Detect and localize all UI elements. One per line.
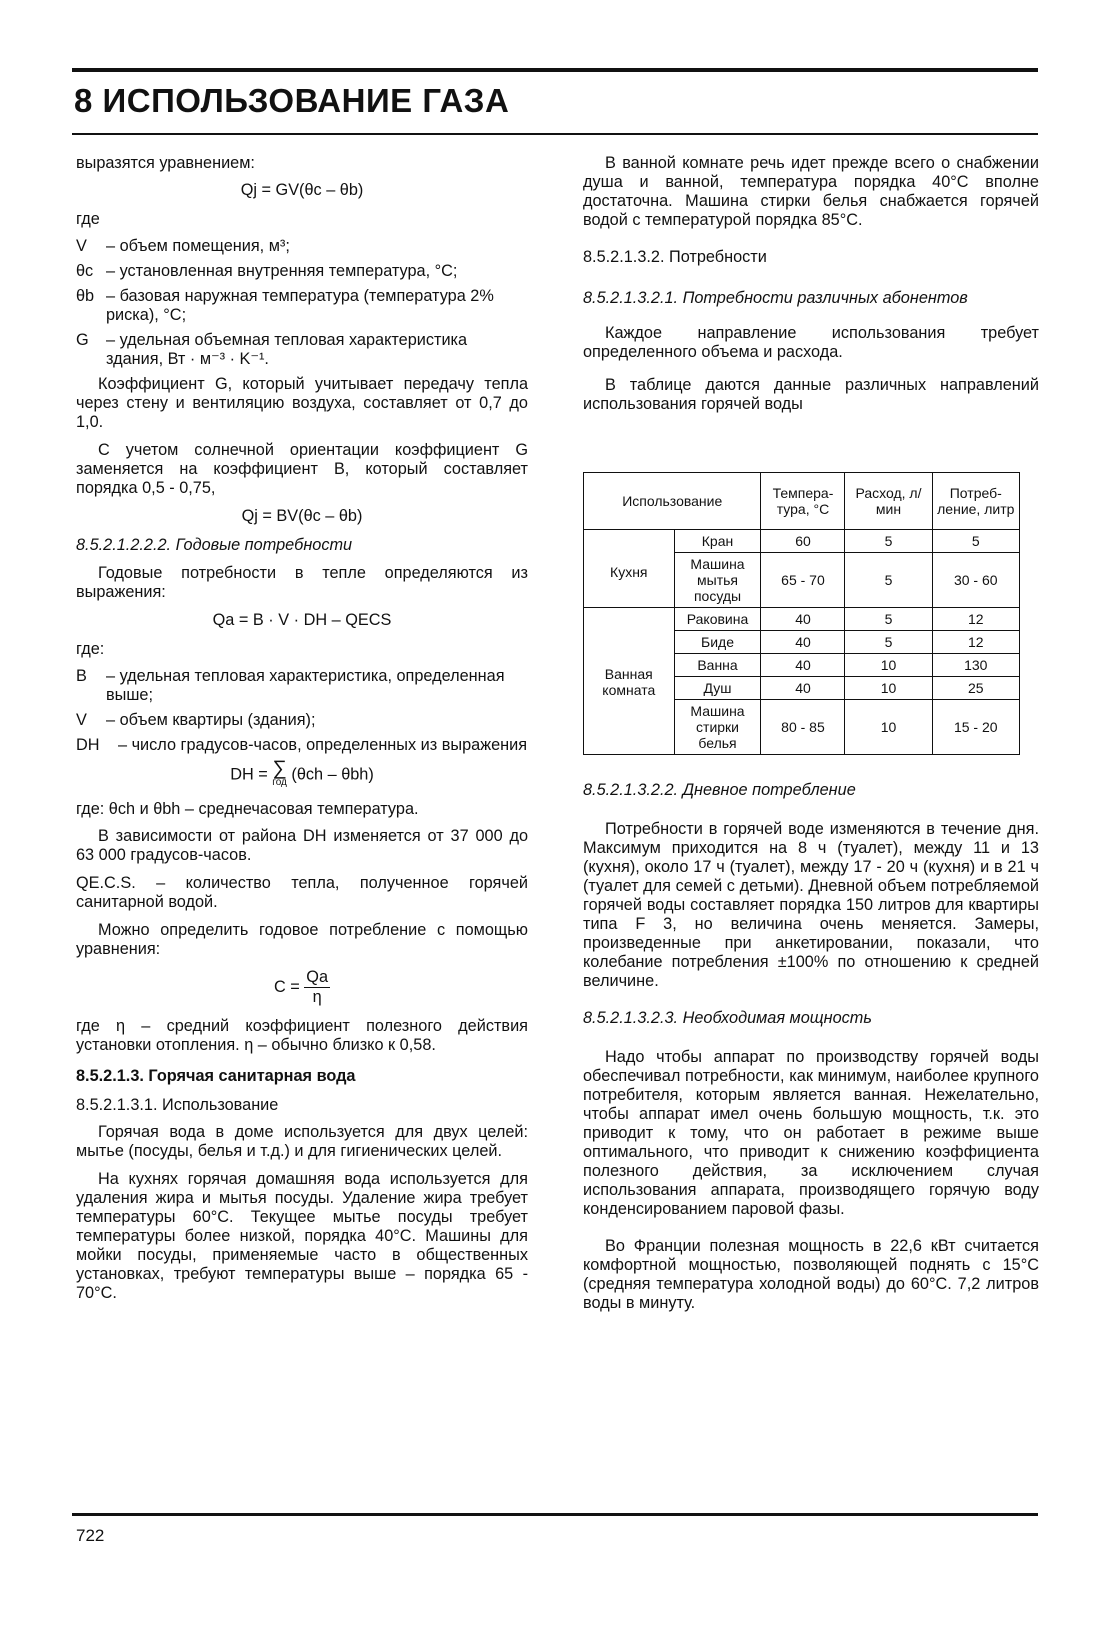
sum-symbol	[272, 757, 287, 790]
definition-item	[76, 736, 528, 755]
definition-symbol: V	[76, 711, 87, 729]
definition-symbol: θc	[76, 262, 94, 280]
paragraph-coefficient-b: С учетом солнечной ориентации коэффициент G заменяется на коэффициент B, который составляет порядка 0,5 - 0,75,	[76, 441, 528, 497]
formula-qj-bv: Qj = BV(θc – θb)	[241, 507, 363, 525]
paragraph-needs-1: Каждое направление использования требует определенного объема и расхода.	[583, 324, 1039, 361]
heading-required-power: 8.5.2.1.3.2.3. Необходимая мощность	[583, 1009, 872, 1027]
table-cell-volume: 25	[932, 677, 1019, 700]
table-header-flow: Расход, л/мин	[845, 473, 932, 530]
table-cell-item: Машина стирки белья	[674, 700, 761, 755]
formula-dh	[76, 757, 528, 790]
where-label: где	[76, 210, 100, 228]
paragraph-dh-range: В зависимости от района DH изменяется от 37 000 до 63 000 градусов-часов.	[76, 826, 528, 864]
table-cell-flow: 5	[845, 608, 932, 631]
definition-item	[76, 331, 528, 369]
definition-text: – базовая наружная температура (температура 2% риска), °C;	[106, 287, 494, 324]
table-cell-item: Душ	[674, 677, 761, 700]
definition-text: – объем помещения, м³;	[106, 237, 290, 255]
definition-symbol: G	[76, 331, 89, 349]
where-label: где:	[76, 640, 105, 658]
table-cell-volume: 15 - 20	[932, 700, 1019, 755]
footer-rule	[72, 1513, 1038, 1516]
table-cell-temp: 40	[761, 631, 845, 654]
table-cell-volume: 12	[932, 631, 1019, 654]
table-cell-temp: 80 - 85	[761, 700, 845, 755]
paragraph-consumption: Можно определить годовое потребление с помощью уравнения:	[76, 920, 528, 958]
fraction-numerator: Qa	[306, 967, 329, 986]
heading-daily-consumption: 8.5.2.1.3.2.2. Дневное потребление	[583, 781, 856, 799]
table-cell-item: Ванна	[674, 654, 761, 677]
paragraph-usage-1: Горячая вода в доме используется для двух целей: мытье (посуды, белья и т.д.) и для гигиенических целей.	[76, 1122, 528, 1160]
top-rule	[72, 68, 1038, 72]
table-cell-volume: 30 - 60	[932, 553, 1019, 608]
paragraph-france: Во Франции полезная мощность в 22,6 кВт считается комфортной мощностью, позволяющей поднять с 15°C (средняя температура холодной воды) до 60°C. 7,2 литров воды в минуту.	[583, 1237, 1039, 1312]
table-cell-item: Кран	[674, 530, 761, 553]
page-number: 722	[76, 1526, 105, 1545]
table-row	[584, 530, 1020, 553]
table-cell-temp: 40	[761, 677, 845, 700]
table-cell-flow: 10	[845, 677, 932, 700]
definition-text: – установленная внутренняя температура, °C;	[106, 262, 458, 280]
chapter-title: 8 ИСПОЛЬЗОВАНИЕ ГАЗА	[74, 82, 510, 119]
table-cell-volume: 12	[932, 608, 1019, 631]
definition-text: – удельная объемная тепловая характеристика здания, Вт · м⁻³ · K⁻¹.	[106, 331, 468, 368]
table-cell-temp: 40	[761, 654, 845, 677]
intro-text: выразятся уравнением:	[76, 154, 255, 172]
definition-item	[76, 262, 528, 281]
definition-item	[76, 711, 528, 730]
formula-dh-right: (θch – θbh)	[291, 765, 374, 784]
formula-dh-left: DH =	[230, 765, 268, 784]
table-cell-volume: 130	[932, 654, 1019, 677]
formula-c	[76, 968, 528, 1007]
heading-needs-subscribers: 8.5.2.1.3.2.1. Потребности различных абонентов	[583, 289, 968, 307]
definition-item	[76, 287, 528, 325]
definition-text: – число градусов-часов, определенных из выражения	[118, 736, 528, 754]
paragraph-bathroom: В ванной комнате речь идет прежде всего о снабжении душа и ванной, температура порядка 40°C вполне достаточна. Машина стирки белья снабжается горячей водой с температурой порядка 85°C.	[583, 154, 1039, 229]
formula-c-left: C =	[273, 977, 300, 996]
fraction-denominator: η	[312, 987, 322, 1006]
table-header-usage: Использование	[584, 473, 761, 530]
paragraph-usage-2: На кухнях горячая домашняя вода используется для удаления жира и мытья посуды. Удаление жира требует температуры 60°C. Текущее мытье посуды требует температуры более низкой, порядка 40°C. Машины для мойки посуды, применяемые часто в общественных установках, требуют температуры выше – порядка 65 - 70°C.	[76, 1169, 528, 1302]
table-cell-item: Машина мытья посуды	[674, 553, 761, 608]
formula-qj-gv: Qj = GV(θc – θb)	[240, 181, 364, 199]
table-cell-volume: 5	[932, 530, 1019, 553]
definition-symbol: B	[76, 667, 87, 685]
table-header-consumption: Потреб-ление, литр	[932, 473, 1019, 530]
paragraph-required-power: Надо чтобы аппарат по производству горячей воды обеспечивал потребности, как минимум, наиболее крупного потребителя, которым является ванная. Нежелательно, чтобы аппарат имел очень большую мощность, т.к. это приводит к тому, что он работает в режиме выше оптимального, что приводит к снижению коэффициента полезного действия, за исключением случая использования аппарата, производящего горячую воду конденсированием паровой фазы.	[583, 1048, 1039, 1218]
table-row	[584, 608, 1020, 631]
definition-item	[76, 237, 528, 256]
right-column	[583, 154, 1039, 1322]
table-cell-flow: 5	[845, 553, 932, 608]
table-cell-flow: 5	[845, 631, 932, 654]
table-header-temperature: Темпера-тура, °C	[761, 473, 845, 530]
heading-hot-water: 8.5.2.1.3. Горячая санитарная вода	[76, 1066, 356, 1085]
table-header-row	[584, 473, 1020, 530]
table-cell-item: Биде	[674, 631, 761, 654]
header-rule	[72, 133, 1038, 135]
definition-text: – объем квартиры (здания);	[106, 711, 316, 729]
table-cell-flow: 10	[845, 700, 932, 755]
table-cell-temp: 60	[761, 530, 845, 553]
table-cell-item: Раковина	[674, 608, 761, 631]
definition-symbol: θb	[76, 287, 95, 305]
table-cell-flow: 5	[845, 530, 932, 553]
heading-usage: 8.5.2.1.3.1. Использование	[76, 1095, 279, 1114]
hot-water-table	[583, 472, 1020, 755]
formula-qa: Qa = B · V · DH – QECS	[212, 611, 392, 629]
definition-text: – удельная тепловая характеристика, определенная выше;	[106, 667, 505, 704]
heading-annual-needs: 8.5.2.1.2.2.2. Годовые потребности	[76, 536, 353, 554]
table-group-kitchen: Кухня	[584, 530, 675, 608]
table-cell-temp: 40	[761, 608, 845, 631]
paragraph-efficiency: где η – средний коэффициент полезного действия установки отопления. η – обычно близко к 0,58.	[76, 1016, 528, 1054]
definition-symbol: V	[76, 237, 87, 255]
paragraph-daily-consumption: Потребности в горячей воде изменяются в течение дня. Максимум приходится на 8 ч (туалет), между 11 и 13 (кухня), около 17 ч (туалет), между 17 - 20 ч (кухня) и в 21 ч (туалет для семей с детьми). Дневной объем потребляемой горячей воды составляет порядка 150 литров для квартиры типа F 3, но величина очень меняется. Замеры, произведенные при анкетировании, показали, что колебание потребления ±100% по отношению к средней величине.	[583, 820, 1039, 990]
table-cell-flow: 10	[845, 654, 932, 677]
paragraph-qecs: QE.C.S. – количество тепла, полученное горячей санитарной водой.	[76, 873, 528, 911]
sum-subscript: год	[272, 776, 287, 788]
definition-symbol: DH	[76, 736, 100, 754]
definition-item	[76, 667, 528, 705]
table-cell-temp: 65 - 70	[761, 553, 845, 608]
fraction	[304, 968, 330, 1007]
paragraph-annual-needs: Годовые потребности в тепле определяются из выражения:	[76, 564, 528, 601]
paragraph-needs-2: В таблице даются данные различных направлений использования горячей воды	[583, 376, 1039, 413]
where-hourly: где: θch и θbh – среднечасовая температура.	[76, 799, 419, 818]
heading-needs: 8.5.2.1.3.2. Потребности	[583, 248, 767, 266]
paragraph-coefficient-g: Коэффициент G, который учитывает передачу тепла через стену и вентиляцию воздуха, составляет от 0,7 до 1,0.	[76, 375, 528, 431]
sum-sign: ∑	[272, 757, 287, 780]
left-column	[76, 154, 528, 1312]
table-group-bathroom: Ванная комната	[584, 608, 675, 755]
